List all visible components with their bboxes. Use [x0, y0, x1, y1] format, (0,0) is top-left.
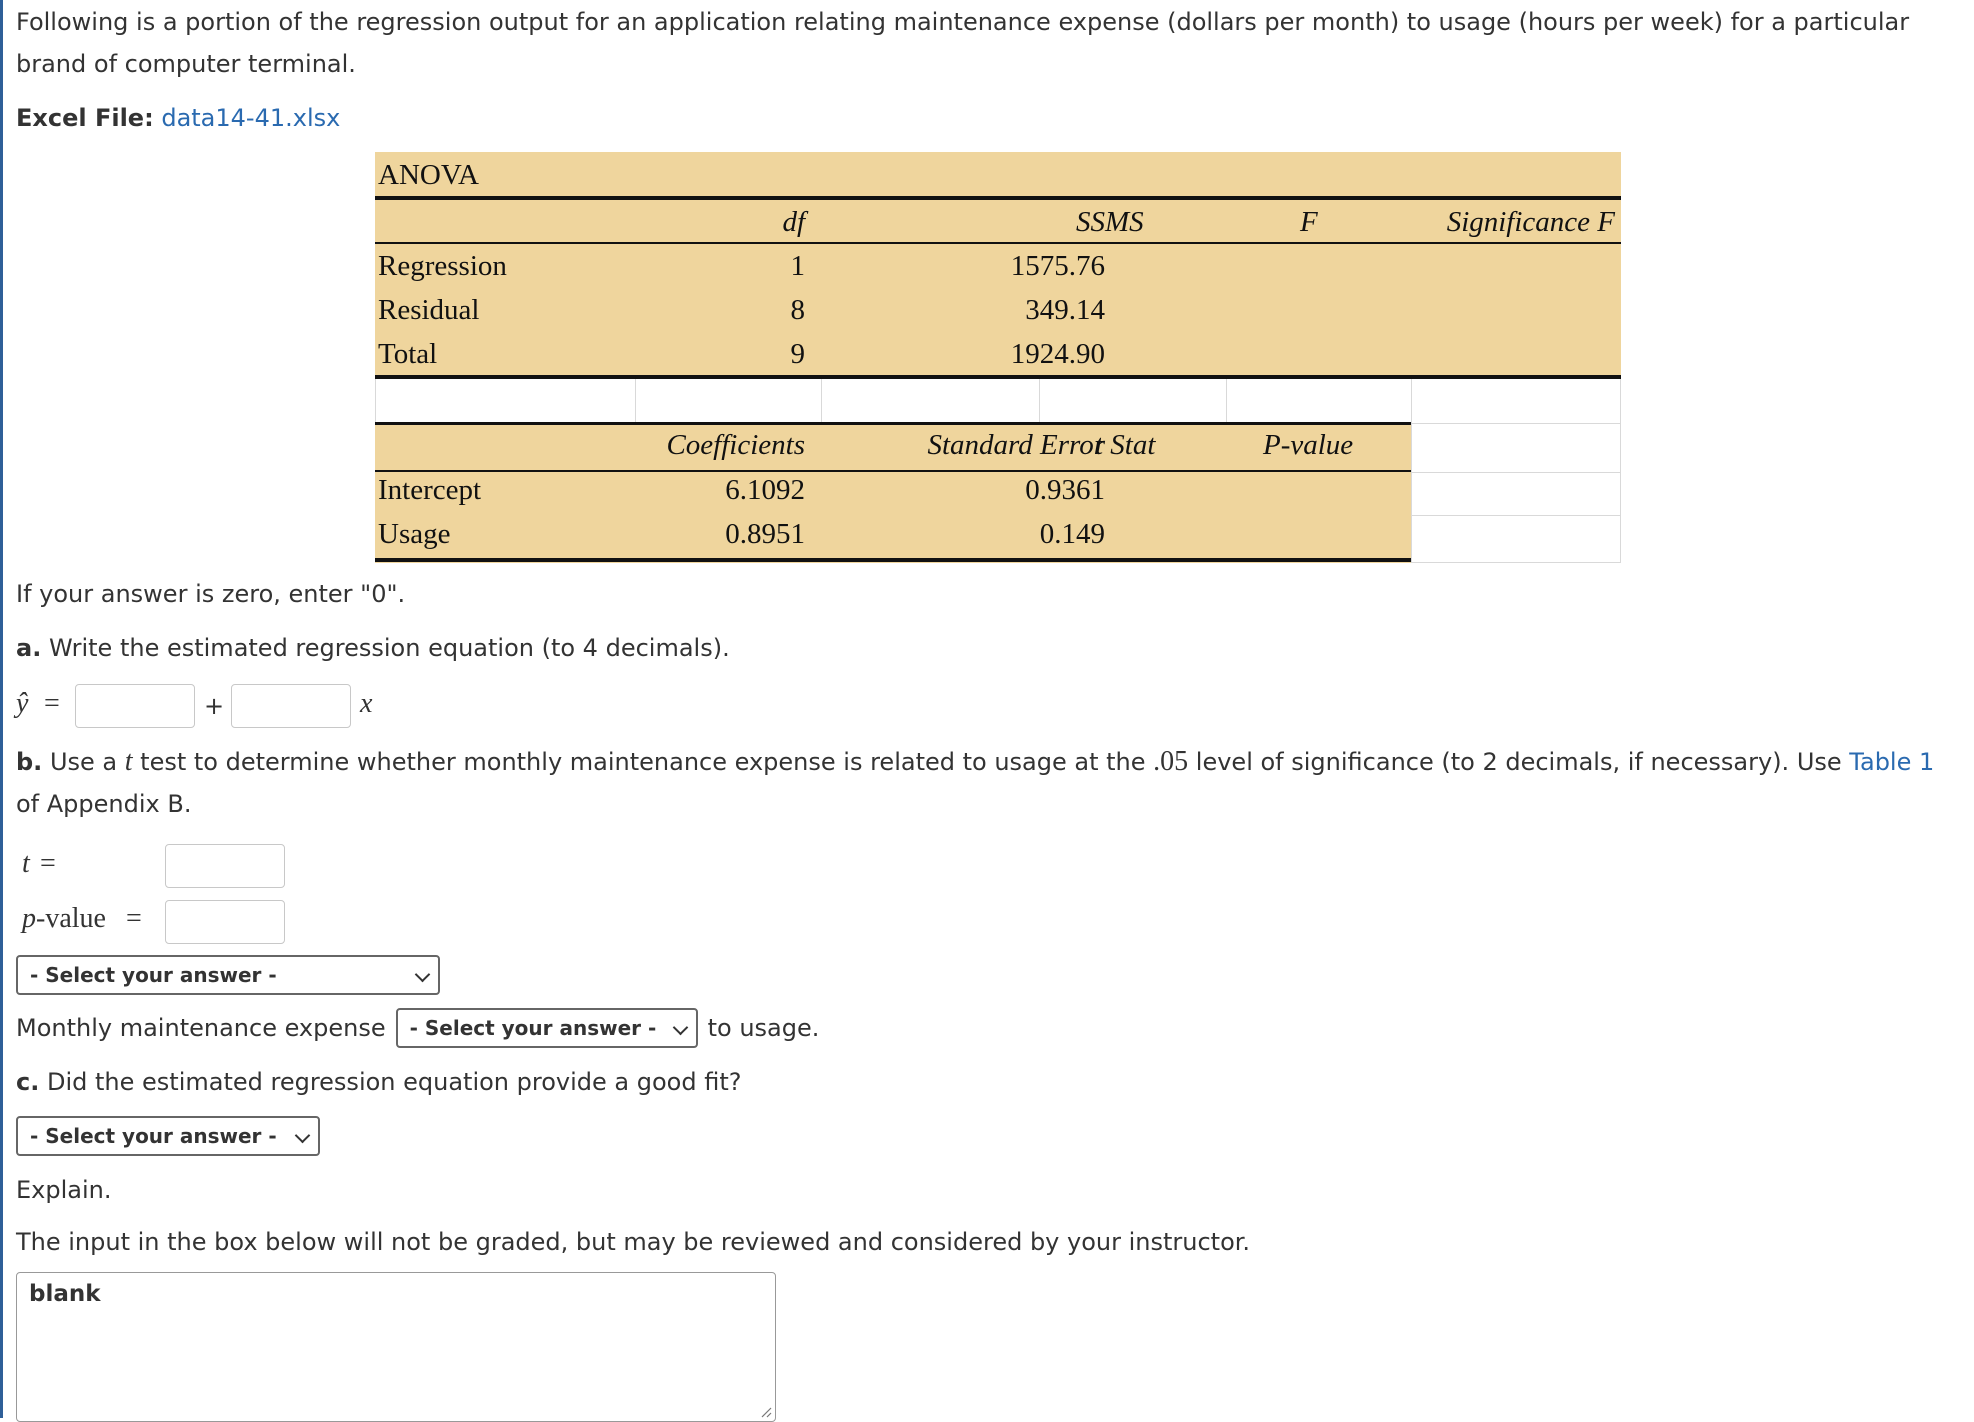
- equation-plus: +: [204, 692, 225, 720]
- anova-title: ANOVA: [378, 159, 479, 191]
- usage-coefficient: 0.8951: [725, 518, 805, 550]
- grading-note: The input in the box below will not be graded, but may be reviewed and considered by your instructor.: [16, 1228, 1251, 1256]
- intro-line-2: brand of computer terminal.: [16, 50, 356, 78]
- col-header-df: df: [782, 206, 805, 238]
- col-header-standard-error: Standard Error: [927, 429, 1105, 461]
- col-header-ms: MS: [1105, 206, 1144, 238]
- col-header-f: F: [1300, 206, 1318, 238]
- part-a-text: Write the estimated regression equation (to 4 decimals).: [48, 634, 730, 662]
- excel-file-link[interactable]: data14-41.xlsx: [161, 104, 341, 132]
- row-label-residual: Residual: [378, 294, 480, 326]
- part-c-question: [16, 1062, 741, 1102]
- chevron-down-icon: [295, 1128, 311, 1144]
- col-header-ss: SS: [1076, 206, 1105, 238]
- intercept-standard-error: 0.9361: [1025, 474, 1105, 506]
- part-a-question: [16, 628, 730, 668]
- explanation-textarea[interactable]: [16, 1272, 776, 1422]
- row-label-usage: Usage: [378, 518, 451, 550]
- t-equals: =: [40, 848, 56, 879]
- part-b-letter: b.: [16, 748, 43, 776]
- excel-file-label: Excel File:: [16, 104, 154, 132]
- total-df: 9: [790, 338, 805, 370]
- p-value-label-p: p: [22, 903, 36, 934]
- part-b-alpha: .05: [1153, 746, 1189, 777]
- equation-equals: =: [44, 688, 60, 719]
- explanation-textarea-value: blank: [29, 1281, 101, 1307]
- part-b-t-symbol: t: [124, 746, 133, 777]
- part-b-question: [16, 742, 1934, 782]
- p-value-input[interactable]: [165, 900, 285, 944]
- equation-x: x: [360, 688, 373, 719]
- good-fit-select-value: - Select your answer -: [30, 1124, 277, 1148]
- regression-ss: 1575.76: [1010, 250, 1105, 282]
- explain-label: Explain.: [16, 1176, 112, 1204]
- chevron-down-icon: [415, 967, 431, 983]
- usage-standard-error: 0.149: [1039, 518, 1105, 550]
- intercept-coefficient: 6.1092: [725, 474, 805, 506]
- y-hat-symbol: ŷ: [16, 688, 29, 719]
- excel-file-line: [16, 98, 340, 138]
- intercept-answer-input[interactable]: [75, 684, 195, 728]
- intro-line-1: Following is a portion of the regression output for an application relating maintenance expense (dollars per month) to usage (hours per week) for a particular: [16, 8, 1910, 36]
- regression-output-table: [375, 152, 1621, 563]
- row-label-regression: Regression: [378, 250, 507, 282]
- part-b-text-3: level of significance (to 2 decimals, if necessary). Use: [1195, 748, 1842, 776]
- part-c-letter: c.: [16, 1068, 40, 1096]
- col-header-p-value: P-value: [1263, 429, 1354, 461]
- part-b-text-2: test to determine whether monthly maintenance expense is related to usage at the: [140, 748, 1146, 776]
- part-c-text: Did the estimated regression equation provide a good fit?: [46, 1068, 742, 1096]
- relationship-select-value: - Select your answer -: [409, 1016, 657, 1040]
- reject-decision-select-value: - Select your answer -: [30, 963, 277, 987]
- part-b-line-2: of Appendix B.: [16, 790, 192, 818]
- col-header-t-stat: t Stat: [1095, 429, 1156, 461]
- residual-df: 8: [790, 294, 805, 326]
- relationship-select[interactable]: [396, 1008, 698, 1048]
- part-a-letter: a.: [16, 634, 42, 662]
- part-b-text-1: Use a: [49, 748, 118, 776]
- relationship-sentence-post: to usage.: [707, 1014, 820, 1042]
- left-accent-bar: [0, 0, 3, 1418]
- slope-answer-input[interactable]: [231, 684, 351, 728]
- t-stat-input[interactable]: [165, 844, 285, 888]
- residual-ss: 349.14: [1025, 294, 1105, 326]
- relationship-sentence: [16, 1008, 819, 1048]
- relationship-sentence-pre: Monthly maintenance expense: [16, 1014, 386, 1042]
- col-header-coefficients: Coefficients: [666, 429, 805, 461]
- regression-df: 1: [790, 250, 805, 282]
- row-label-total: Total: [378, 338, 438, 370]
- col-header-significance-f: Significance F: [1446, 206, 1615, 238]
- reject-decision-select[interactable]: [16, 955, 440, 995]
- zero-note: If your answer is zero, enter "0".: [16, 580, 406, 608]
- chevron-down-icon: [672, 1020, 688, 1036]
- table-1-link[interactable]: Table 1: [1849, 748, 1935, 776]
- p-value-equals: =: [126, 903, 142, 934]
- good-fit-select[interactable]: [16, 1116, 320, 1156]
- t-label: t: [22, 848, 30, 879]
- total-ss: 1924.90: [1010, 338, 1105, 370]
- p-value-label-rest: -value: [36, 903, 106, 934]
- row-label-intercept: Intercept: [378, 474, 482, 506]
- resize-grip-icon[interactable]: [760, 1406, 772, 1418]
